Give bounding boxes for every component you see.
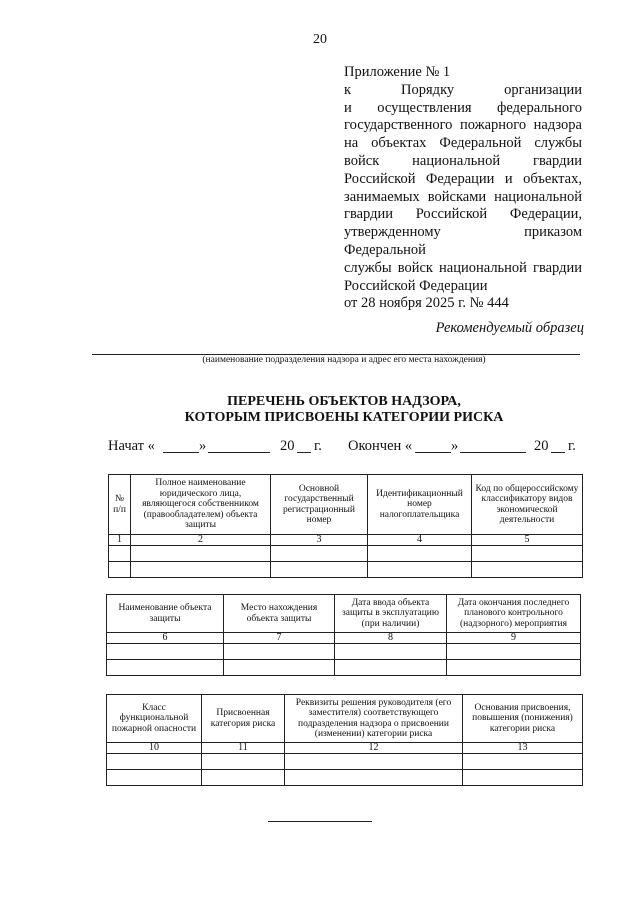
end-year-suffix: г. xyxy=(568,438,576,454)
table-header-row xyxy=(109,475,583,535)
table-row xyxy=(109,546,583,562)
end-year-blank xyxy=(551,438,565,453)
appendix-line: Российской Федерации xyxy=(344,277,488,294)
end-year-prefix: 20 xyxy=(534,438,549,454)
number-cell: 10 xyxy=(107,743,202,754)
table-cell xyxy=(131,546,271,562)
header-cell: Место нахождения объекта защиты xyxy=(224,595,335,633)
header-cell: Код по общероссийскому классификатору видов экономической деятельности xyxy=(472,475,583,535)
number-cell: 6 xyxy=(107,633,224,644)
table-cell xyxy=(109,546,131,562)
header-cell: Основной государственный регистрационный номер xyxy=(271,475,368,535)
start-month-blank xyxy=(208,438,270,453)
table-cell xyxy=(335,644,447,660)
table-cell xyxy=(447,644,581,660)
table-cell xyxy=(131,562,271,578)
table-row xyxy=(107,770,583,786)
appendix-line: занимаемых войсками национальной xyxy=(344,188,582,205)
start-year-blank xyxy=(297,438,311,453)
table-cell xyxy=(107,660,224,676)
end-label: Окончен « xyxy=(348,438,413,454)
appendix-line: на объектах Федеральной службы xyxy=(344,135,582,152)
table-number-row xyxy=(109,535,583,546)
header-cell: Дата окончания последнего планового контрольного (надзорного) мероприятия xyxy=(447,595,581,633)
table-cell xyxy=(107,644,224,660)
table-cell xyxy=(271,546,368,562)
end-month-blank xyxy=(460,438,526,453)
start-year-prefix: 20 xyxy=(280,438,295,454)
table-cell xyxy=(224,660,335,676)
table-number-row xyxy=(107,743,583,754)
header-cell: Полное наименование юридического лица, являющегося собственником (правообладателем) объекта защиты xyxy=(131,475,271,535)
table-cell xyxy=(271,562,368,578)
appendix-line: войск национальной гвардии xyxy=(344,152,582,169)
table-row xyxy=(107,754,583,770)
start-label: Начат « xyxy=(108,438,155,454)
table-header-row xyxy=(107,695,583,743)
appendix-line: к Порядку организации xyxy=(344,81,582,98)
table-cell xyxy=(109,562,131,578)
objects-table-1 xyxy=(108,474,583,578)
table-cell xyxy=(107,754,202,770)
start-quote-close: » xyxy=(199,438,207,454)
table-cell xyxy=(285,754,463,770)
table-cell xyxy=(463,754,583,770)
table-cell xyxy=(368,546,472,562)
appendix-line: утвержденному приказом Федеральной xyxy=(344,224,582,258)
number-cell: 12 xyxy=(285,743,463,754)
appendix-line: службы войск национальной гвардии xyxy=(344,259,582,276)
header-cell: Наименование объекта защиты xyxy=(107,595,224,633)
end-day-blank xyxy=(415,438,451,453)
header-cell: Присвоенная категория риска xyxy=(202,695,285,743)
number-cell: 9 xyxy=(447,633,581,644)
objects-table-2 xyxy=(106,594,581,676)
table-row xyxy=(109,562,583,578)
number-cell: 11 xyxy=(202,743,285,754)
objects-table-3 xyxy=(106,694,583,786)
appendix-line: гвардии Российской Федерации, xyxy=(344,206,582,223)
start-day-blank xyxy=(163,438,199,453)
table-cell xyxy=(224,644,335,660)
appendix-line: государственного пожарного надзора xyxy=(344,117,582,134)
appendix-date-line: от 28 ноября 2025 г. № 444 xyxy=(344,295,509,312)
table-cell xyxy=(285,770,463,786)
number-cell: 3 xyxy=(271,535,368,546)
table-cell xyxy=(202,770,285,786)
header-cell: Идентификационный номер налогоплательщика xyxy=(368,475,472,535)
recommended-sample-label: Рекомендуемый образец xyxy=(435,320,584,336)
table-cell xyxy=(472,546,583,562)
appendix-line: и осуществления федерального xyxy=(344,99,582,116)
number-cell: 8 xyxy=(335,633,447,644)
number-cell: 7 xyxy=(224,633,335,644)
page-number: 20 xyxy=(313,32,327,47)
appendix-line: Российской Федерации и объектах, xyxy=(344,170,582,187)
number-cell: 4 xyxy=(368,535,472,546)
table-cell xyxy=(368,562,472,578)
header-cell: Дата ввода объекта защиты в эксплуатацию (при наличии) xyxy=(335,595,447,633)
table-cell xyxy=(463,770,583,786)
end-quote-close: » xyxy=(451,438,459,454)
table-cell xyxy=(202,754,285,770)
appendix-block xyxy=(344,64,582,313)
unit-name-caption: (наименование подразделения надзора и адрес его места нахождения) xyxy=(202,355,486,365)
table-row xyxy=(107,644,581,660)
document-title xyxy=(100,394,588,426)
table-cell xyxy=(472,562,583,578)
header-cell: № п/п xyxy=(109,475,131,535)
title-line-2: КОТОРЫМ ПРИСВОЕНЫ КАТЕГОРИИ РИСКА xyxy=(184,410,504,425)
end-of-document-line xyxy=(268,821,372,822)
table-cell xyxy=(335,660,447,676)
number-cell: 2 xyxy=(131,535,271,546)
title-line-1: ПЕРЕЧЕНЬ ОБЪЕКТОВ НАДЗОРА, xyxy=(227,394,461,409)
appendix-title: Приложение № 1 xyxy=(344,64,451,80)
number-cell: 13 xyxy=(463,743,583,754)
header-cell: Класс функциональной пожарной опасности xyxy=(107,695,202,743)
number-cell: 1 xyxy=(109,535,131,546)
number-cell: 5 xyxy=(472,535,583,546)
header-cell: Основания присвоения, повышения (понижения) категории риска xyxy=(463,695,583,743)
table-row xyxy=(107,660,581,676)
table-cell xyxy=(107,770,202,786)
header-cell: Реквизиты решения руководителя (его заместителя) соответствующего подразделения надзора о присвоении (изменении) категории риска xyxy=(285,695,463,743)
start-year-suffix: г. xyxy=(314,438,322,454)
table-number-row xyxy=(107,633,581,644)
table-cell xyxy=(447,660,581,676)
table-header-row xyxy=(107,595,581,633)
